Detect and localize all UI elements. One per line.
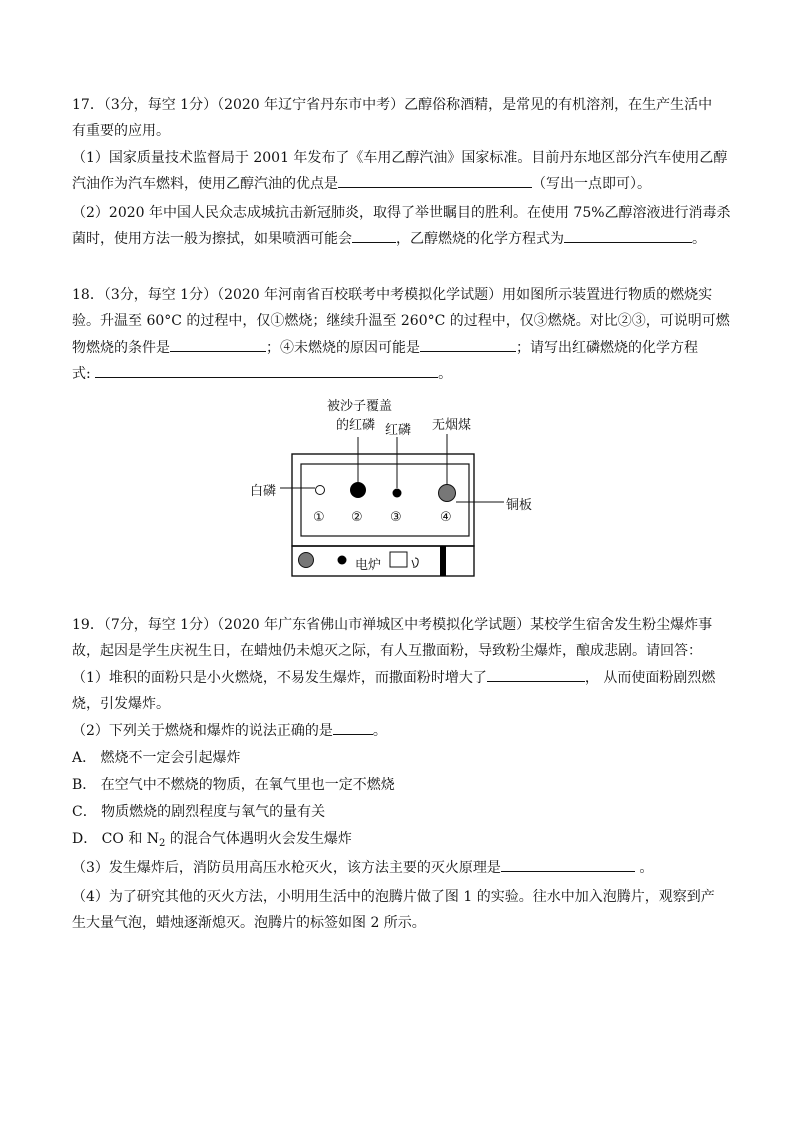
q19-part3-tail: 。 [634, 860, 654, 876]
q17-part2-mid: ，乙醇燃烧的化学方程式为 [396, 231, 564, 247]
q19-stem-line2: 故，起因是学生庆祝生日，在蜡烛仍未熄灭之际，有人互撒面粉，导致粉尘爆炸，酿成悲剧。请回答： [72, 643, 702, 659]
q18-text-b: ；④未燃烧的原因可能是 [266, 340, 420, 356]
option-d-tail: 的混合气体遇明火会发生爆炸 [165, 831, 352, 847]
q18-text-e: 。 [438, 366, 453, 382]
q18-stem-line1: 18．（3分，每空 1分）（2020 年河南省百校联考中考模拟化学试题）用如图所示装置进行物质的燃烧实 [72, 287, 713, 303]
number-1: ① [313, 510, 325, 525]
q18-text-d: 式: [72, 366, 91, 382]
q18-stem-line4 [72, 361, 727, 387]
q19-part1-line2: 烧，引发爆炸。 [72, 696, 170, 712]
option-b[interactable]: B． 在空气中不燃烧的物质，在氧气里也一定不燃烧 [72, 777, 395, 793]
number-3: ③ [390, 510, 402, 525]
q19-part1-line1 [72, 665, 727, 691]
q17-part1-line2 [72, 171, 727, 197]
q17-part1-text: 汽油作为汽车燃料，使用乙醇汽油的优点是 [72, 176, 338, 192]
q18-text-c: ；请写出红磷燃烧的化学方程 [516, 340, 698, 356]
answer-blank[interactable] [564, 226, 692, 243]
answer-blank[interactable] [170, 335, 266, 352]
q19-part2-tail: 。 [372, 723, 387, 739]
q19-part3 [72, 855, 727, 881]
q19-part1-mid: ， 从而使面粉剧烈燃 [584, 670, 716, 686]
q17-part1-line1: （1）国家质量技术监督局于 2001 年发布了《车用乙醇汽油》国家标准。目前丹东地区部分汽车使用乙醇 [72, 150, 728, 166]
q18-stem-line2: 验。升温至 60°C 的过程中，仅①燃烧；继续升温至 260°C 的过程中，仅③燃烧。对比②③，可说明可燃 [72, 313, 730, 329]
q18-stem-line3 [72, 335, 727, 361]
option-d-text: D． CO 和 N [72, 831, 160, 847]
number-4: ④ [440, 510, 452, 525]
answer-blank[interactable] [338, 171, 532, 188]
answer-blank[interactable] [333, 718, 373, 735]
label-anthracite: 无烟煤 [432, 418, 472, 433]
label-red-phosphorus: 红磷 [385, 423, 412, 438]
subscript: 2 [159, 838, 166, 849]
stove-switch-icon [390, 552, 407, 567]
plug-icon [412, 558, 418, 567]
label-covered-line1: 被沙子覆盖 [327, 399, 393, 414]
stove-bar [440, 546, 446, 576]
stove-knob-icon [299, 553, 314, 568]
anthracite-coal [439, 485, 456, 502]
q19-part1-text: （1）堆积的面粉只是小火燃烧，不易发生爆炸，而撒面粉时增大了 [72, 670, 487, 686]
q19-stem-line1: 19．（7分，每空 1分）（2020 年广东省佛山市禅城区中考模拟化学试题）某校学生宿舍发生粉尘爆炸事 [72, 617, 713, 633]
answer-blank[interactable] [420, 335, 516, 352]
option-a[interactable]: A． 燃烧不一定会引起爆炸 [72, 750, 241, 766]
combustion-apparatus-diagram [250, 392, 550, 582]
q17-part2-text: 菌时，使用方法一般为擦拭，如果喷洒可能会 [72, 231, 352, 247]
answer-blank[interactable] [487, 665, 585, 682]
q17-stem-line1: 17．（3分，每空 1分）（2020 年辽宁省丹东市中考）乙醇俗称酒精，是常见的有机溶剂，在生产生活中 [72, 97, 713, 113]
answer-blank[interactable] [501, 855, 635, 872]
q19-part4-line2: 生大量气泡，蜡烛逐渐熄灭。泡腾片的标签如图 2 所示。 [72, 915, 426, 931]
red-phosphorus [393, 489, 402, 498]
option-d[interactable] [72, 826, 727, 857]
q18-text-a: 物燃烧的条件是 [72, 340, 170, 356]
sand-covered-red-phosphorus [350, 482, 366, 498]
q17-part2-tail: 。 [692, 231, 706, 247]
q17-part2-line1: （2）2020 年中国人民众志成城抗击新冠肺炎，取得了举世瞩目的胜利。在使用 75%乙醇溶液进行消毒杀 [72, 205, 731, 221]
stove-indicator-icon [338, 556, 347, 565]
label-copper-plate: 铜板 [506, 498, 533, 513]
q17-stem-line2: 有重要的应用。 [72, 123, 170, 139]
q17-part2-line2 [72, 226, 727, 252]
q19-part2 [72, 718, 727, 744]
white-phosphorus [316, 486, 325, 495]
q19-part3-text: （3）发生爆炸后，消防员用高压水枪灭火，该方法主要的灭火原理是 [72, 860, 501, 876]
q17-part1-tail: （写出一点即可）。 [532, 176, 651, 192]
label-electric-stove: 电炉 [355, 558, 382, 573]
stove-base [292, 546, 474, 576]
q19-part4-line1: （4）为了研究其他的灭火方法，小明用生活中的泡腾片做了图 1 的实验。往水中加入泡腾片，观察到产 [72, 889, 715, 905]
answer-blank[interactable] [352, 226, 396, 243]
option-c[interactable]: C． 物质燃烧的剧烈程度与氧气的量有关 [72, 804, 326, 820]
q19-part2-text: （2）下列关于燃烧和爆炸的说法正确的是 [72, 723, 333, 739]
label-covered-line2: 的红磷 [336, 418, 376, 433]
answer-blank[interactable] [95, 361, 438, 378]
number-2: ② [351, 510, 363, 525]
label-white-phosphorus: 白磷 [250, 484, 277, 499]
